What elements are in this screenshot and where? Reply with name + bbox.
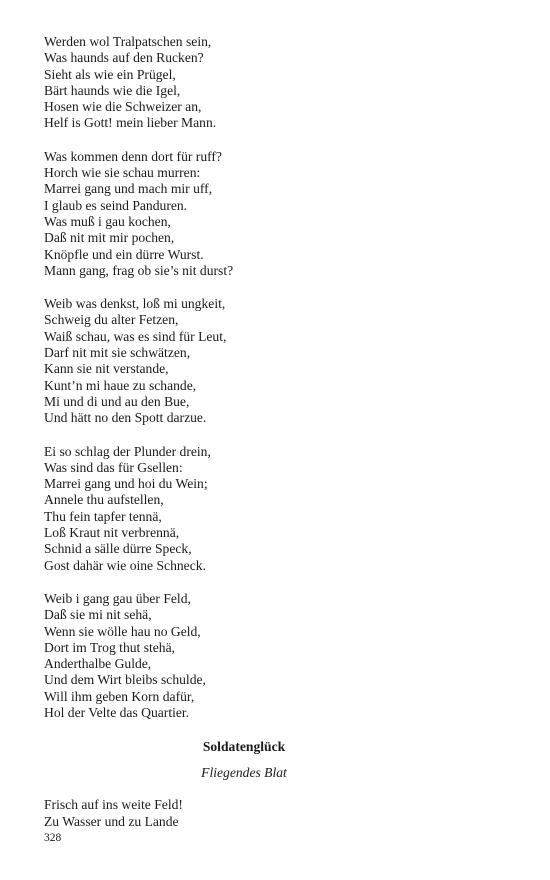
verse-line: Hol der Velte das Quartier. xyxy=(44,704,190,720)
verse-line: Mann gang, frag ob sie’s nit durst? xyxy=(44,262,234,278)
stanza-3 xyxy=(44,296,514,426)
verse-line: Mi und di und au den Bue, xyxy=(44,393,190,409)
verse-line: Ei so schlag der Plunder drein, xyxy=(44,443,211,459)
verse-line: Was sind das für Gsellen: xyxy=(44,459,183,475)
verse-line: Was kommen denn dort für ruff? xyxy=(44,148,222,164)
stanza-5 xyxy=(44,591,514,721)
verse-line: Kunt’n mi haue zu schande, xyxy=(44,377,197,393)
verse-line: Knöpfle und ein dürre Wurst. xyxy=(44,246,204,262)
verse-line: Bärt haunds wie die Igel, xyxy=(44,82,181,98)
poem-heading xyxy=(44,739,444,781)
verse-line: Was muß i gau kochen, xyxy=(44,213,171,229)
verse-line: Weib was denkst, loß mi ungkeit, xyxy=(44,296,226,312)
next-poem-opening xyxy=(44,797,514,830)
verse-line: Thu fein tapfer tennä, xyxy=(44,508,162,524)
verse-line: Und dem Wirt bleibs schulde, xyxy=(44,672,206,688)
verse-line: Gost dahär wie oine Schneck. xyxy=(44,557,206,573)
verse-line: Zu Wasser und zu Lande xyxy=(44,813,179,829)
stanza-2 xyxy=(44,149,514,279)
poem-title: Soldatenglück xyxy=(202,739,286,755)
poem-subtitle: Fliegendes Blat xyxy=(201,765,287,781)
verse-line: Sieht als wie ein Prügel, xyxy=(44,66,176,82)
verse-line: Dort im Trog thut stehä, xyxy=(44,639,176,655)
verse-line: I glaub es seind Panduren. xyxy=(44,197,188,213)
verse-line: Marrei gang und hoi du Wein; xyxy=(44,476,208,492)
verse-line: Loß Kraut nit verbrennä, xyxy=(44,525,180,541)
verse-line: Daß sie mi nit sehä, xyxy=(44,607,152,623)
verse-line: Schweig du alter Fetzen, xyxy=(44,312,179,328)
page-number: 328 xyxy=(44,832,62,844)
verse-line: Werden wol Tralpatschen sein, xyxy=(44,34,212,49)
verse-line: Daß nit mit mir pochen, xyxy=(44,230,175,246)
verse-line: Darf nit mit sie schwätzen, xyxy=(44,345,191,361)
verse-line: Frisch auf ins weite Feld! xyxy=(44,797,183,813)
verse-line: Marrei gang und mach mir uff, xyxy=(44,181,213,197)
verse-line: Will ihm geben Korn dafür, xyxy=(44,688,195,704)
verse-line: Anderthalbe Gulde, xyxy=(44,656,152,672)
verse-line: Annele thu aufstellen, xyxy=(44,492,164,508)
verse-line: Weib i gang gau über Feld, xyxy=(44,590,191,606)
verse-line: Was haunds auf den Rucken? xyxy=(44,50,204,66)
verse-line: Horch wie sie schau murren: xyxy=(44,165,201,181)
page-body xyxy=(44,34,514,847)
stanza-4 xyxy=(44,444,514,574)
verse-line: Schnid a sälle dürre Speck, xyxy=(44,541,192,557)
verse-line: Waiß schau, was es sind für Leut, xyxy=(44,328,227,344)
verse-line: Helf is Gott! mein lieber Mann. xyxy=(44,115,217,131)
verse-line: Kann sie nit verstande, xyxy=(44,361,169,377)
stanza-1 xyxy=(44,34,514,132)
verse-line: Und hätt no den Spott darzue. xyxy=(44,410,207,426)
verse-line: Hosen wie die Schweizer an, xyxy=(44,99,202,115)
verse-line: Wenn sie wölle hau no Geld, xyxy=(44,623,201,639)
